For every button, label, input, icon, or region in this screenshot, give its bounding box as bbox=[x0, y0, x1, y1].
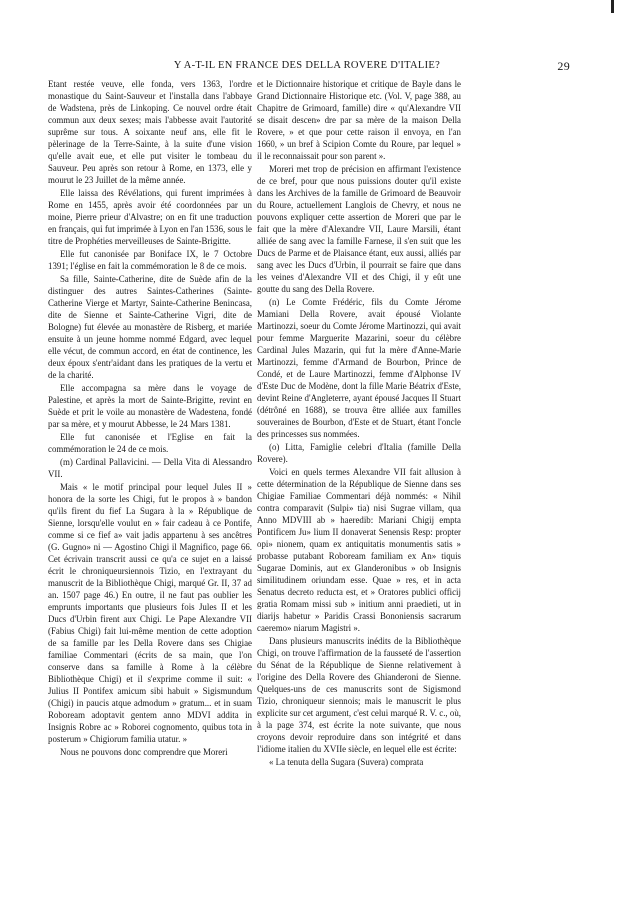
paragraph: Etant restée veuve, elle fonda, vers 1363, l'ordre monastique du Saint-Sauveur et l'installa dans l'abbaye de Wadstena, près de Linkoping. Ce nouvel ordre était commun aux deux sexes; mais l'abbesse avait l'autorité suprême sur tous. A soixante neuf ans, elle fit le pèlerinage de la Terre-Sainte, à la suite d'une vision qu'elle avait eue, et elle put visiter le tombeau du Sauveur. Peu après son retour à Rome, en 1373, elle y mourut le 23 Juillet de la même année. bbox=[48, 79, 252, 185]
paragraph: Elle accompagna sa mère dans le voyage de Palestine, et après la mort de Sainte-Brigitte, revint en Suède et prit le voile au monastère de Wadestena, fondé par sa mère, et y mourut Abbesse, le 24 Mars 1381. bbox=[48, 383, 252, 429]
page-number: 29 bbox=[557, 59, 570, 73]
paragraph: Sa fille, Sainte-Catherine, dite de Suède afin de la distinguer des autres Saintes-Catherines (Sainte-Catherine Vierge et Martyr, Sainte-Catherine Benincasa, dite de Sienne et Sainte-Catherine Vigri, dite de Bologne) fut élevée au monastère de Risberg, et mariée ensuite à un jeune homme nommé Edgard, avec lequel elle vécut, de commun accord, en état de continence, les deux époux s'entr'aidant dans les pratiques de la vertu et de la charité. bbox=[48, 274, 252, 380]
page-edge-mark bbox=[611, 0, 614, 13]
paragraph: Elle laissa des Révélations, qui furent imprimées à Rome en 1455, après avoir été coordonnées par un moine, Pierre prieur d'Alvastre; on en fit une traduction en français, qui fut imprimée à Lyon en l'an 1536, sous le titre de Prophéties merveilleuses de Sainte-Brigitte. bbox=[48, 188, 252, 246]
paragraph: Nous ne pouvons donc comprendre que Moreri bbox=[60, 747, 228, 757]
footnote-m: (m) Cardinal Pallavicini. — Della Vita di Alessandro VII. bbox=[48, 457, 252, 479]
paragraph: Voici en quels termes Alexandre VII fait allusion à cette détermination de la République de Sienne dans ses Chigiae Familiae Commentari déjà nommés: « Nihil contra comparavit (Sulpi» tia) nisi Sugrae villam, qua Anno MDVIII ab » haeredib: Mariani Chigij empta Pontificem Ju» lium II donaverat Senensis Resp: propter opi» nionem, quam ex antiquitatis monumentis satis » probasse putabant Roboream familiam ex An» tiquis Sugarae Dominis, aut ex Glanderonibus » ob Insignis similitudinem oriundam esse. Quae » res, et in acta Senatus decreto reducta est, et » Oratores publici officij gratia Romam missi sub » initium anni praedieti, ut in diarijs habetur » Paridis Crassi Bononiensis sacrarum caeremo» niarum Magistri ». bbox=[257, 467, 461, 633]
paragraph: « La tenuta della Sugara (Suvera) comprata bbox=[269, 757, 424, 767]
header-title: Y A-T-IL EN FRANCE DES DELLA ROVERE D'ITALIE? bbox=[173, 60, 441, 71]
running-header bbox=[44, 60, 570, 76]
paragraph: Moreri met trop de précision en affirmant l'existence de ce bref, pour que nous puissions douter qu'il existe dans les Archives de la famille de Grimoard de Beauvoir du Roure, actuellement Langlois de Chevry, et nous ne pouvons expliquer cette assertion de Moreri que par le fait que la mère d'Alexandre VII, Laure Marsili, étant alliée de sang avec la famille Farnese, il s'en suit que les Ducs de Parme et de Plaisance étant, eux aussi, alliés par sang avec les Ducs d'Urbin, il pourrait se faire que dans les veines d'Alexandre VII et des Chigi, il y eût une goutte du sang des Della Rovere. bbox=[257, 164, 461, 294]
paragraph: et le Dictionnaire historique et critique de Bayle dans le Grand Dictionnaire Historique etc. (Vol. V, page 388, au Chapitre de Grimoard, famille) dire « qu'Alexandre VII se disait descen» dre par sa mère de la maison Della Rovere, » et que pour cette raison il envoya, en l'an 1660, » un bref à Scipion Comte du Roure, par lequel » il le reconnaissait pour son parent ». bbox=[257, 79, 461, 161]
right-column bbox=[257, 78, 461, 768]
paragraph: Elle fut canonisée par Boniface IX, le 7 Octobre 1391; l'église en fait la commémoration le 8 de ce mois. bbox=[48, 249, 252, 271]
paragraph: Mais « le motif principal pour lequel Jules II » honora de la sorte les Chigi, fut le propos à » bandon qu'ils firent du fief La Sugara à la » République de Sienne, lorsqu'elle voulut en » fair cadeau à ce Pontife, comme si ce fief a» vait jadis appartenu à ses ancêtres (G. Gugno» ni — Agostino Chigi il Magnifico, page 66. Cet écrivain transcrit aussi ce qu'a ce sujet en a laissé écrit le chroniqueursiennois Tizio, en l'extrayant du manuscrit de la Bibliothèque Chigi, marqué Gr. II, 37 ad an. 1507 page 46.) En outre, il ne faut pas oublier les emprunts importants que plusieurs fois Jules II et les Ducs d'Urbin firent aux Chigi. Le Pape Alexandre VII (Fabius Chigi) fait lui-même mention de cette adoption de sa famille par les Della Rovere dans ses Chigiae familiae Commentari (écrits de sa main, que l'on conserve dans sa famille à Rome à la célèbre Bibliothèque Chigi) et il s'exprime comme il suit: « Julius II Pontifex amicum sibi habuit » Sigismundum (Chigi) in paucis atque admodum » gratum... et in suam Roboream adoptavit gentem anno MDVI addita in Insignis Robre ac » Roborei cognomento, quibus tota in posterum » Chigiorum familia utatur. » bbox=[48, 482, 252, 744]
footnote-o: (o) Litta, Famiglie celebri d'Italia (famille Della Rovere). bbox=[257, 442, 461, 464]
paragraph: Elle fut canonisée et l'Eglise en fait la commémoration le 24 de ce mois. bbox=[48, 432, 252, 454]
footnote-n: (n) Le Comte Frédéric, fils du Comte Jérome Mamiani Della Rovere, avait épousé Violante Martinozzi, soeur du Comte Jérome Martinozzi, qui avait pour femme Marguerite Mazarini, soeur du célèbre Cardinal Jules Mazarin, qui fut la mère d'Anne-Marie Martinozzi, femme d'Armand de Bourbon, Prince de Condé, et de Laure Martinozzi, femme d'Alphonse IV d'Este Duc de Modène, dont la fille Marie Béatrix d'Este, devint Reine d'Angleterre, ayant épousé Jacques II Stuart (détrôné en 1688), se trouva être alliée aux familles souveraines de Bourbon, d'Este et de Stuart, étant l'oncle des princesses sus nommées. bbox=[257, 297, 461, 439]
paragraph: Dans plusieurs manuscrits inédits de la Bibliothèque Chigi, on trouve l'affirmation de la fausseté de l'assertion du Sénat de la République de Sienne relativement à l'origine des Della Rovere des Ghianderoni de Sienne. Quelques-uns de ces manuscrits sont de Sigismond Tizio, chroniqueur siennois; mais le manuscrit le plus explicite sur cet argument, c'est celui marqué R. V. c., où, à la page 374, est écrite la note suivante, que nous croyons devoir reproduire dans son intégrité et dans l'idiome italien du XVIIe siècle, en lequel elle est écrite: bbox=[257, 636, 461, 754]
left-column bbox=[48, 78, 252, 758]
